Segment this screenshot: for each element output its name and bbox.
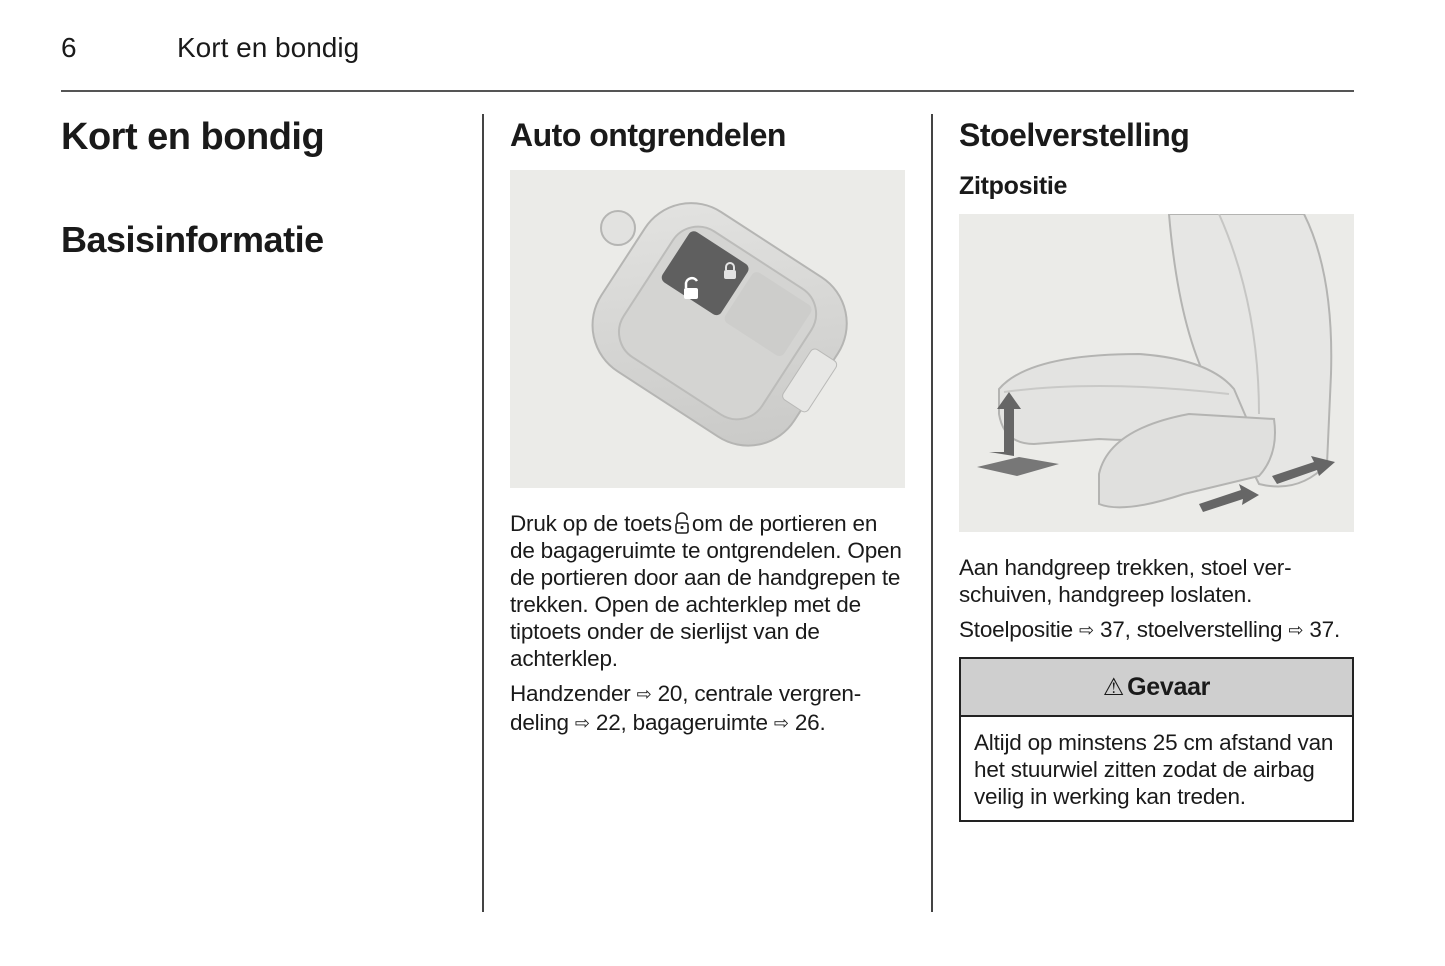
seat-cross-references: Stoelpositie ⇨ 37, stoelverstelling ⇨ 37. [959, 617, 1341, 642]
warning-triangle-icon: ⚠ [1102, 673, 1125, 701]
section-title: Basisinformatie [61, 219, 324, 260]
section-heading-unlock: Auto ontgrendelen [510, 117, 786, 153]
ref-arrow-icon: ⇨ [773, 713, 789, 733]
column-2 [510, 114, 905, 738]
key-fob-figure [510, 170, 905, 488]
column-1 [61, 114, 461, 262]
ref-arrow-icon: ⇨ [574, 713, 590, 733]
ref-arrow-icon: ⇨ [1288, 620, 1304, 640]
ref-central-locking[interactable]: centrale vergrendeling ⇨ 22 [510, 681, 862, 735]
ref-handzender[interactable]: Handzender ⇨ 20 [510, 681, 683, 706]
danger-title: Gevaar [1127, 672, 1211, 701]
seat-instructions: Aan handgreep trekken, stoel verschuiven, handgreep loslaten. [959, 555, 1292, 607]
running-head-title: Kort en bondig [177, 32, 360, 63]
header-rule [61, 90, 1354, 92]
subsection-heading-seating-position: Zitpositie [959, 172, 1068, 200]
danger-box [959, 657, 1354, 822]
danger-body [961, 717, 1352, 820]
column-divider-1 [482, 114, 484, 912]
seat-figure [959, 214, 1354, 532]
unlock-button-icon [674, 512, 690, 534]
danger-text: Altijd op minstens 25 cm afstand van het stuurwiel zitten zodat de airbag veilig in werking kan treden. [974, 730, 1334, 809]
danger-header [961, 659, 1352, 717]
cross-references: Handzender ⇨ 20, centrale vergrendeling ⇨ 22, bagageruimte ⇨ 26. [510, 681, 862, 735]
ref-luggage[interactable]: bagageruimte ⇨ 26 [632, 710, 820, 735]
ref-arrow-icon: ⇨ [636, 684, 652, 704]
chapter-title: Kort en bondig [61, 116, 325, 158]
key-fob-illustration [510, 170, 905, 488]
column-divider-2 [931, 114, 933, 912]
ref-seat-position[interactable]: Stoelpositie ⇨ 37 [959, 617, 1125, 642]
ref-seat-adjustment[interactable]: stoelverstelling ⇨ 37 [1136, 617, 1334, 642]
section-heading-seat: Stoelverstelling [959, 117, 1190, 153]
unlock-instructions: Druk op de toets om de portieren en de bagageruimte te ontgrendelen. Open de portieren door aan de handgrepen te trekken. Open de achterklep met de tiptoets onder de sierlijst van de achterklep. [510, 511, 902, 671]
column-3 [959, 114, 1354, 822]
seat-illustration [959, 214, 1354, 532]
page-number: 6 [61, 32, 77, 63]
ref-arrow-icon: ⇨ [1079, 620, 1094, 640]
